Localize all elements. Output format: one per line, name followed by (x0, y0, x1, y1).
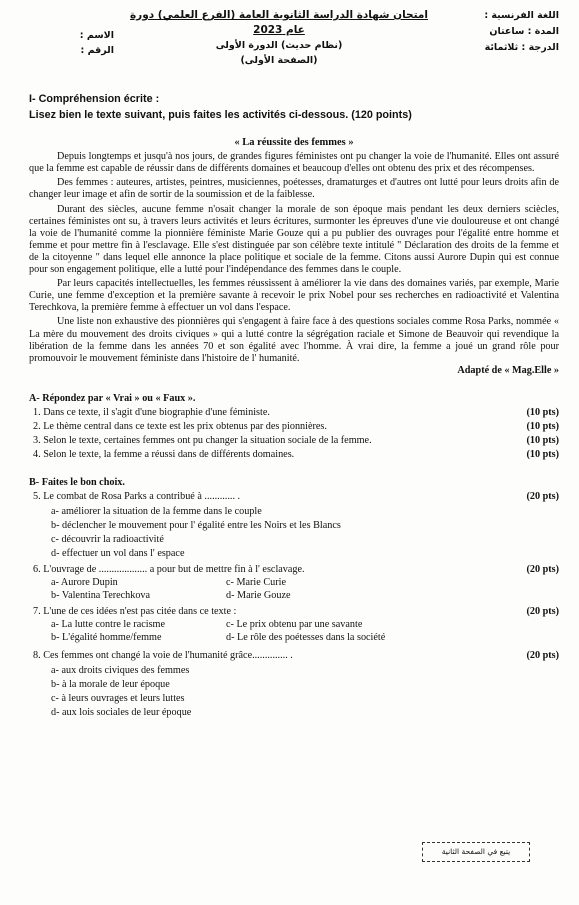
text-source: Adapté de « Mag.Elle » (457, 364, 559, 376)
answer-option: a- Aurore Dupin (51, 577, 118, 588)
duration-label: المدة : ساعتان (489, 26, 559, 37)
answer-option-row (29, 590, 559, 602)
name-label: الاسم : (79, 30, 114, 41)
number-label: الرقم : (80, 45, 114, 56)
question-points: (10 pts) (526, 421, 559, 433)
question-item (29, 564, 559, 576)
answer-option: c- Le prix obtenu par une savante (226, 619, 363, 631)
answer-option-row (29, 577, 559, 589)
header-left-block (24, 28, 114, 58)
answer-option-row (29, 632, 559, 644)
exam-content (29, 92, 559, 719)
part-b-title: B- Faites le bon choix. (29, 477, 125, 489)
answer-option: b- L'égalité homme/femme (51, 632, 162, 644)
answer-option: c- à leurs ouvrages et leurs luttes (51, 692, 185, 704)
answer-option: d- Marie Gouze (226, 590, 291, 602)
text-title: « La réussite des femmes » (234, 137, 354, 149)
question-text: 1. Dans ce texte, il s'agit d'une biographie d'une féministe. (33, 406, 270, 418)
question-text: 2. Le thème central dans ce texte est les prix obtenus par des pionnières. (33, 421, 327, 433)
answer-option-row (29, 619, 559, 631)
exam-title: امتحان شهادة الدراسة الثانوية العامة (الفرع العلمي) دورة عام 2023 (129, 9, 429, 36)
page-label: (الصفحة الأولى) (240, 55, 318, 66)
exam-header (24, 8, 559, 88)
question-item (29, 449, 559, 461)
answer-option: a- La lutte contre le racisme (51, 619, 165, 631)
question-points: (10 pts) (526, 435, 559, 447)
question-points: (20 pts) (526, 650, 559, 662)
question-item (29, 435, 559, 447)
subject-label: اللغة الفرنسية : (484, 10, 559, 21)
text-paragraph: Durant des siècles, aucune femme n'osait changer la morale de son époque mais pendant les deux derniers sciècles, certaines féministes ont su, à travers leurs activités et leurs écritures, surmonter les épreuves d'une vie douloureuse et ont changé la voie de l'humanité comme la pionnière féministe Marie Gouze qui a pu publier des ouvrages pour l'égalité entre homme et femme et pour mettre fin à l'esclavage. Elle s'est distinguée par son célèbre texte intitulé " Déclaration des droits de la femme et de la citoyenne " dans lequel elle annonce la place politique et sociale de la femme. Citons aussi Aurore Dupin qui est connue pour son engagement politique, elle a lutté pour l'indépendance des femmes dans le couple. (29, 203, 559, 276)
question-points: (10 pts) (526, 406, 559, 418)
continue-note: يتبع في الصفحة الثانية (422, 842, 530, 862)
question-points: (20 pts) (526, 563, 559, 575)
header-center-block (119, 8, 439, 68)
answer-option: b- Valentina Terechkova (51, 590, 151, 602)
answer-option: d- effectuer un vol dans l' espace (51, 547, 185, 559)
text-paragraph: Depuis longtemps et jusqu'à nos jours, de grandes figures féministes ont pu changer la voie de l'humanité. Elles ont assuré que la femme est capable de réussir dans de différents domaines et beaucoup d'elles ont obtenu des prix et des récompenses. (29, 151, 559, 175)
text-paragraph: Des femmes : auteures, artistes, peintres, musiciennes, poétesses, dramaturges et d'autres ont lutté pour leurs droits afin de changer leur image et afin de sortir de la soumission et de la faiblesse. (29, 177, 559, 201)
question-text: 4. Selon le texte, la femme a réussi dans de différents domaines. (33, 449, 295, 461)
question-item (29, 491, 559, 503)
grade-label: الدرجة : ثلاثمائة (484, 42, 559, 53)
answer-option: a- aux droits civiques des femmes (51, 664, 190, 676)
question-text: 5. Le combat de Rosa Parks a contribué à ............ . (33, 491, 241, 503)
question-item (29, 421, 559, 433)
question-item (29, 650, 559, 662)
text-paragraph: Par leurs capacités intellectuelles, les femmes réussissent à améliorer la vie dans des domaines variés, par exemple, Marie Curie, une femme d'exception et la première savante à recevoir le prix Nobel pour ses recherches en radioactivité et Valentina Terechkova, la première femme à effectuer un vol dans l'espace. (29, 278, 559, 314)
question-points: (20 pts) (526, 606, 559, 618)
question-item (29, 407, 559, 419)
answer-option: b- à la morale de leur époque (51, 678, 170, 690)
question-text: 6. L'ouvrage de ................... a pour but de mettre fin à l' esclavage. (33, 563, 305, 575)
answer-option: c- Marie Curie (226, 577, 286, 588)
question-points: (20 pts) (526, 491, 559, 503)
question-item (29, 606, 559, 618)
system-label: (نظام حديث) الدورة الأولى (215, 40, 343, 51)
header-right-block (444, 8, 559, 56)
answer-option: d- aux lois sociales de leur époque (51, 706, 192, 718)
section-title: I- Compréhension écrite : (29, 93, 160, 105)
question-points: (10 pts) (526, 449, 559, 461)
section-instruction: Lisez bien le texte suivant, puis faites les activités ci-dessous. (120 points) (29, 109, 412, 121)
question-text: 7. L'une de ces idées n'est pas citée dans ce texte : (33, 606, 237, 618)
answer-option: b- déclencher le mouvement pour l' égalité entre les Noirs et les Blancs (51, 519, 341, 531)
part-a-title: A- Répondez par « Vrai » ou « Faux ». (29, 392, 196, 404)
question-text: 3. Selon le texte, certaines femmes ont pu changer la situation sociale de la femme. (33, 435, 372, 447)
question-text: 8. Ces femmes ont changé la voie de l'humanité grâce.............. . (33, 650, 293, 662)
answer-option: c- découvrir la radioactivité (51, 533, 164, 545)
answer-option: a- améliorer la situation de la femme dans le couple (51, 505, 262, 517)
answer-option: d- Le rôle des poétesses dans la société (226, 632, 386, 644)
text-paragraph: Une liste non exhaustive des pionnières qui s'engagent à faire face à des questions sociales comme Rosa Parks, nommée « La mère du mouvement des droits civiques » qui a lutté contre la ségrégation raciale et Simone de Beauvoir qui revendique la libération de la femme dans les années 70 et son égalité avec l'homme. À vrai dire, la femme a joué un grand rôle pour promouvoir le mouvement féministe dans l'histoire de l' humanité. (29, 316, 559, 364)
